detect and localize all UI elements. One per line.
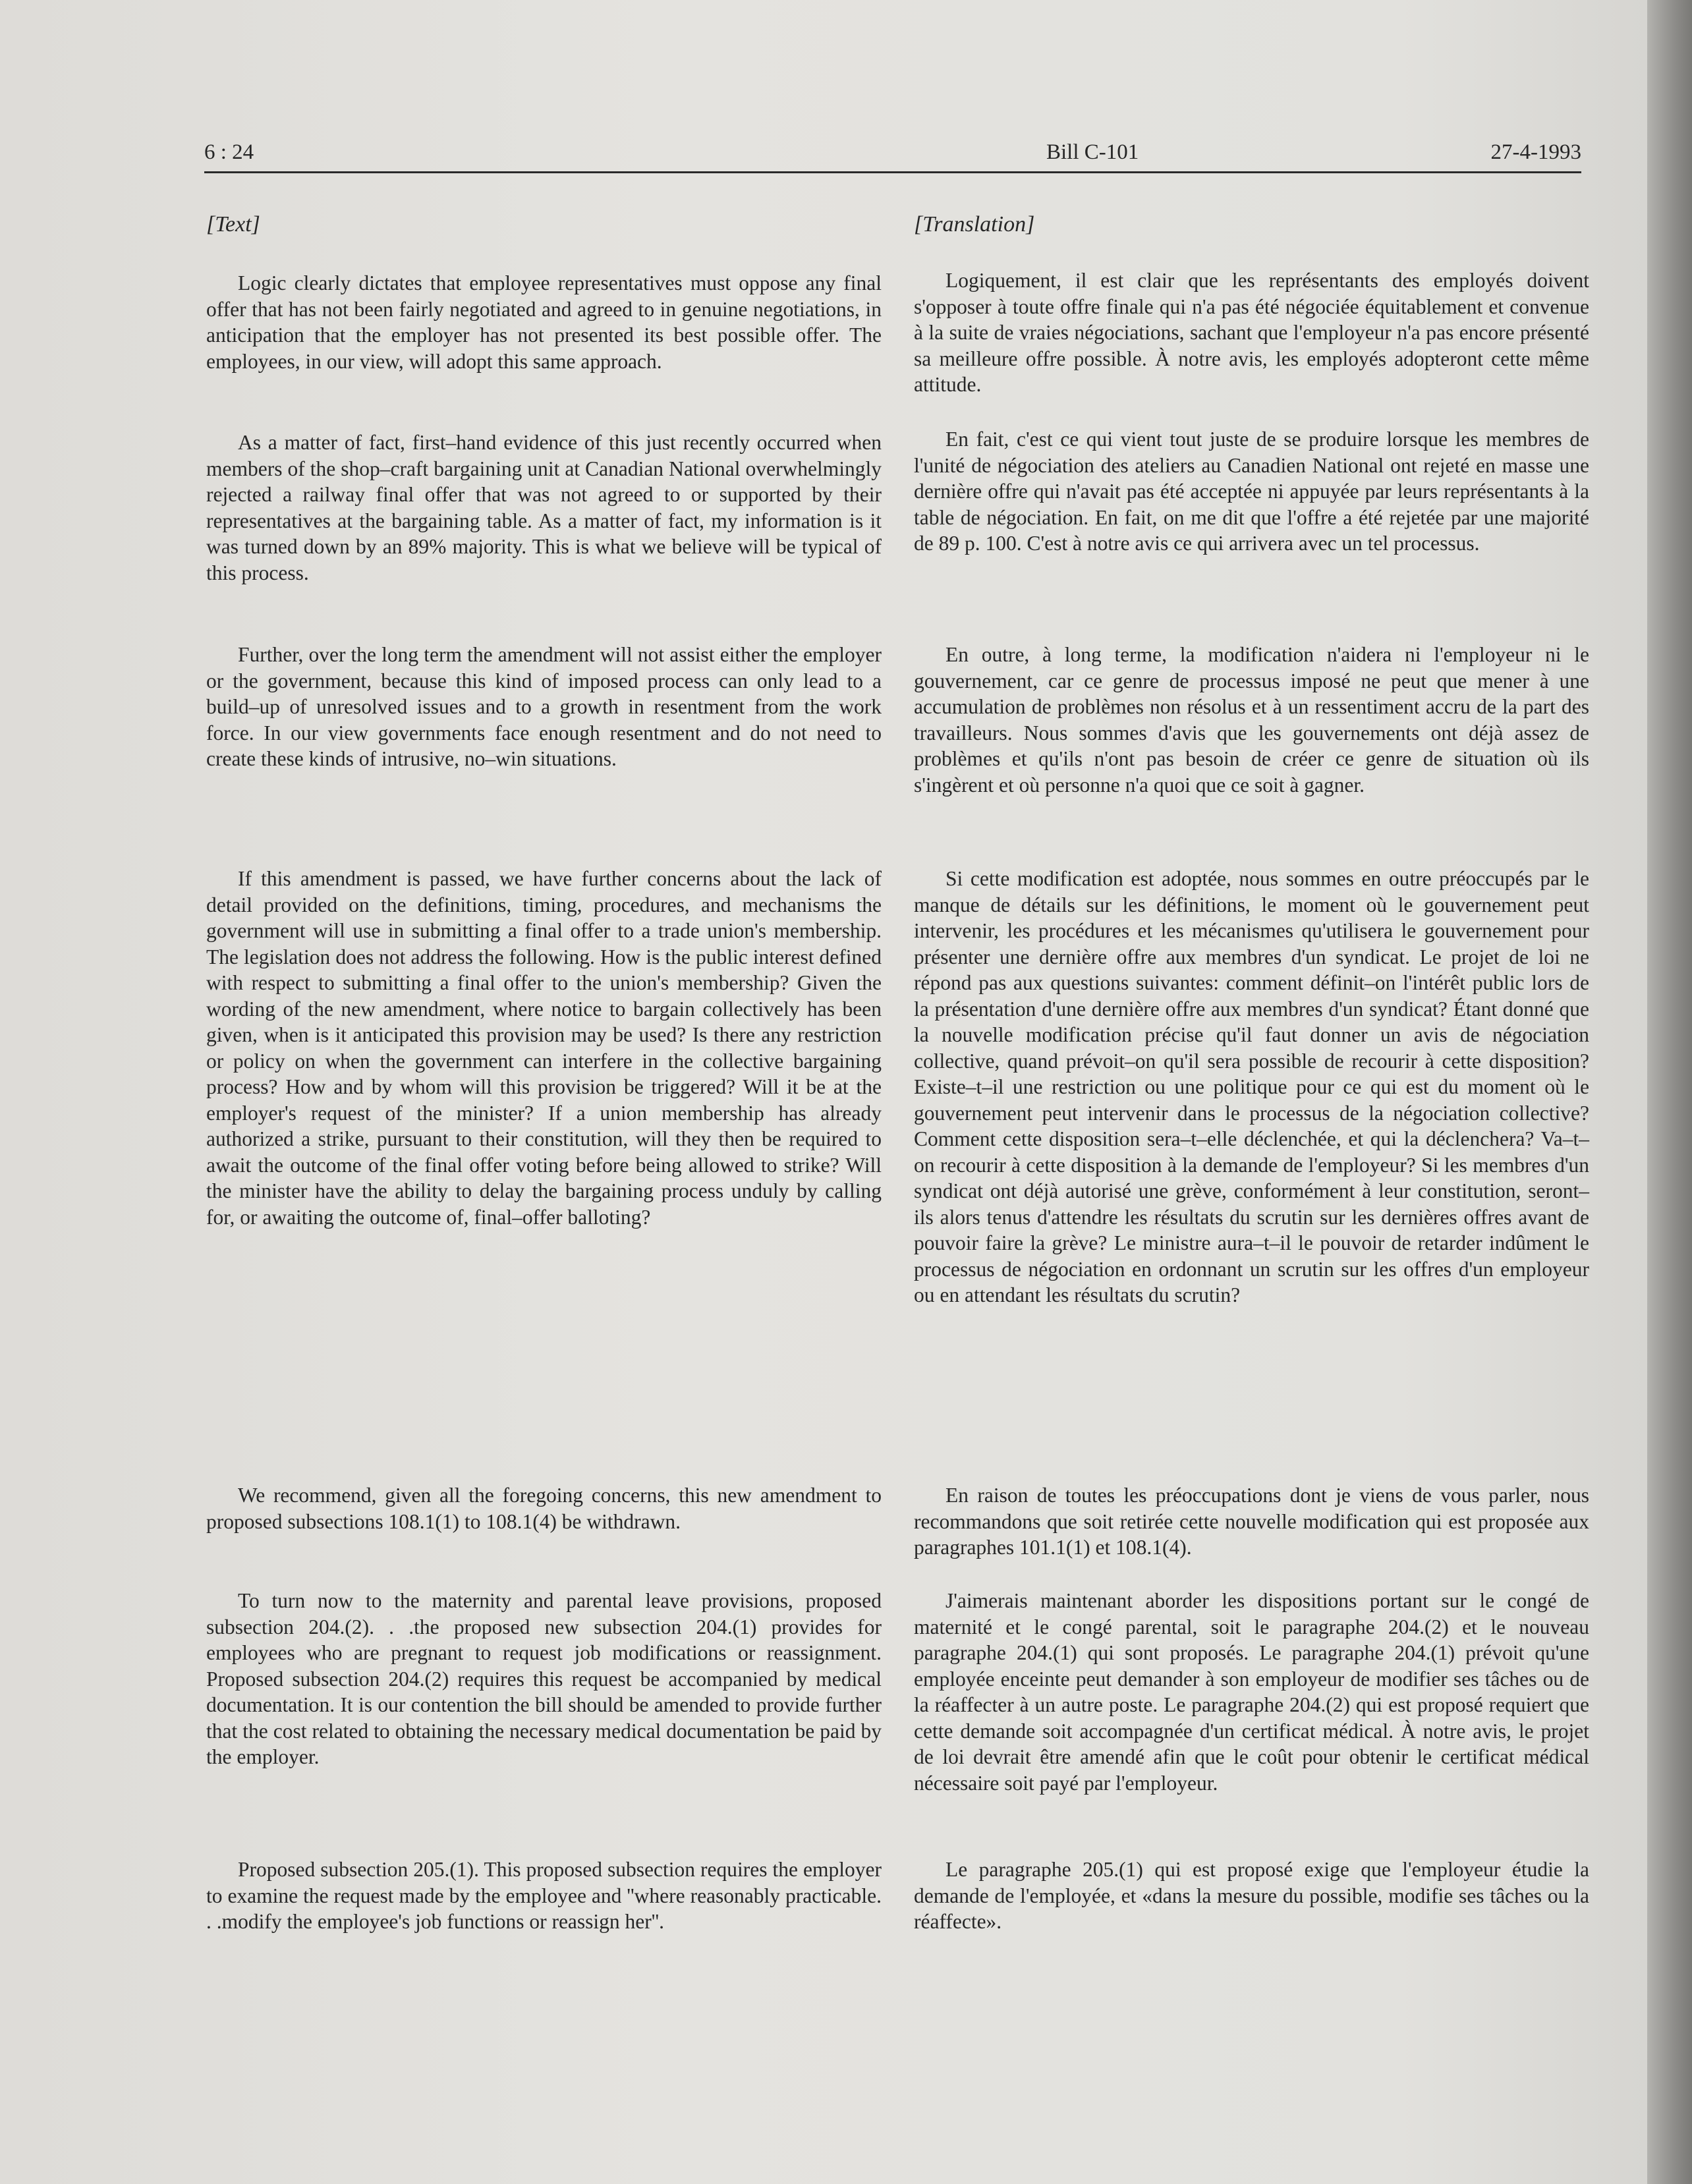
paragraph: En outre, à long terme, la modification n'aidera ni l'employeur ni le gouvernement, car ce genre de processus imposé ne peut que mener à une accumulation de problèmes non résolus et à un ressentiment accru de la part des travailleurs. Nous sommes d'avis que les gouvernements ont déjà assez de problèmes et qu'ils n'ont pas besoin de créer ce genre de situation où ils s'ingèrent et où personne n'a quoi que ce soit à gagner.: [914, 643, 1589, 797]
paragraph: To turn now to the maternity and parental leave provisions, proposed subsection 204.(2). . .the proposed new subsection 204.(1) provides for employees who are pregnant to request job modifications or reassignment. Proposed subsection 204.(2) requires this request be accompanied by medical documentation. It is our contention the bill should be amended to provide further that the cost related to obtaining the necessary medical documentation be paid by the employer.: [206, 1589, 882, 1768]
page-binding-edge: [1647, 0, 1692, 2184]
page-number: 6 : 24: [204, 140, 254, 164]
paragraph: If this amendment is passed, we have further concerns about the lack of detail provided on the definitions, timing, procedures, and mechanisms the government will use in submitting a final offer to a trade union's membership. The legislation does not address the following. How is the public interest defined with respect to submitting a final offer to the union's membership? Given the wording of the new amendment, where notice to bargain collectively has been given, when is it anticipated this provision may be used? Is there any restriction or policy on when the government can interfere in the collective bargaining process? How and by whom will this provision be triggered? Will it be at the employer's request of the minister? If a union membership has already authorized a strike, pursuant to their constitution, will they then be required to await the outcome of the final offer voting before being allowed to strike? Will the minister have the ability to delay the bargaining process unduly by calling for, or awaiting the outcome of, final–offer balloting?: [206, 867, 882, 1229]
bill-title: Bill C-101: [1046, 140, 1139, 164]
running-header: [204, 132, 1581, 173]
paragraph: Le paragraphe 205.(1) qui est proposé exige que l'employeur étudie la demande de l'employée, et «dans la mesure du possible, modifie ses tâches ou la réaffecte».: [914, 1858, 1589, 1933]
paragraph: En fait, c'est ce qui vient tout juste de se produire lorsque les membres de l'unité de négociation des ateliers au Canadien National ont rejeté en masse une dernière offre qui n'avait pas été acceptée ni appuyée par leurs représentants à la table de négociation. En fait, on me dit que l'offre a été rejetée par une majorité de 89 p. 100. C'est à notre avis ce qui arrivera avec un tel processus.: [914, 428, 1589, 555]
paragraph: Logiquement, il est clair que les représentants des employés doivent s'opposer à toute offre finale qui n'a pas été négociée équitablement et convenue à la suite de vraies négociations, sachant que l'employeur n'a pas encore présenté sa meilleure offre possible. À notre avis, les employés adopteront cette même attitude.: [914, 269, 1589, 396]
paragraph: En raison de toutes les préoccupations dont je viens de vous parler, nous recommandons que soit retirée cette nouvelle modification qui est proposée aux paragraphes 101.1(1) et 108.1(4).: [914, 1484, 1589, 1559]
paragraph: Si cette modification est adoptée, nous sommes en outre préoccupés par le manque de détails sur les définitions, le moment où le gouvernement peut intervenir, les procédures et les mécanismes qu'utilisera le gouvernement pour présenter une dernière offre aux membres d'un syndicat. Le projet de loi ne répond pas aux questions suivantes: comment définit–on l'intérêt public lors de la présentation d'une dernière offre aux membres d'un syndicat? Étant donné que la nouvelle modification précise qu'il faut donner un avis de négociation collective, quand prévoit–on qu'il sera possible de recourir à cette disposition? Existe–t–il une restriction ou une politique pour ce qui est du moment où le gouvernement peut intervenir dans le processus de la négociation collective? Comment cette disposition sera–t–elle déclenchée, et qui la déclenchera? Va–t–on recourir à cette disposition à la demande de l'employeur? Si les membres d'un syndicat ont déjà autorisé une grève, conformément à leur constitution, seront–ils alors tenus d'attendre les résultats du scrutin sur les dernières offres avant de pouvoir faire la grève? Le ministre aura–t–il le pouvoir de retarder indûment le processus de négociation en ordonnant un scrutin sur les offres d'un employeur ou en attendant les résultats du scrutin?: [914, 867, 1589, 1306]
english-column: [206, 212, 882, 2030]
french-column: [914, 212, 1589, 2030]
paragraph: As a matter of fact, first–hand evidence of this just recently occurred when members of the shop–craft bargaining unit at Canadian National overwhelmingly rejected a railway final offer that was not agreed to or supported by their representatives at the bargaining table. As a matter of fact, my information is it was turned down by an 89% majority. This is what we believe will be typical of this process.: [206, 431, 882, 584]
column-label-translation: [Translation]: [914, 212, 1035, 237]
paragraph: Further, over the long term the amendment will not assist either the employer or the government, because this kind of imposed process can only lead to a build–up of unresolved issues and to a growth in resentment from the work force. In our view governments face enough resentment and do not need to create these kinds of intrusive, no–win situations.: [206, 643, 882, 770]
paragraph: Logic clearly dictates that employee representatives must oppose any final offer that has not been fairly negotiated and agreed to in genuine negotiations, in anticipation that the employer has not presented its best possible offer. The employees, in our view, will adopt this same approach.: [206, 271, 882, 373]
paragraph: J'aimerais maintenant aborder les dispositions portant sur le congé de maternité et le congé parental, soit le paragraphe 204.(2) et le nouveau paragraphe 204.(1) qui sont proposés. Le paragraphe 204.(1) prévoit qu'une employée enceinte peut demander à son employeur de modifier ses tâches ou de la réaffecter à un autre poste. Le paragraphe 204.(2) qui est proposé requiert que cette demande soit accompagnée d'un certificat médical. À notre avis, le projet de loi devrait être amendé afin que le coût pour obtenir le certificat médical nécessaire soit payé par l'employeur.: [914, 1589, 1589, 1795]
column-label-text: [Text]: [206, 212, 260, 237]
header-date: 27-4-1993: [1490, 140, 1581, 164]
paragraph: Proposed subsection 205.(1). This proposed subsection requires the employer to examine the request made by the employee and ''where reasonably practicable. . .modify the employee's job functions or reassign her''.: [206, 1858, 882, 1933]
paragraph: We recommend, given all the foregoing concerns, this new amendment to proposed subsections 108.1(1) to 108.1(4) be withdrawn.: [206, 1484, 882, 1533]
